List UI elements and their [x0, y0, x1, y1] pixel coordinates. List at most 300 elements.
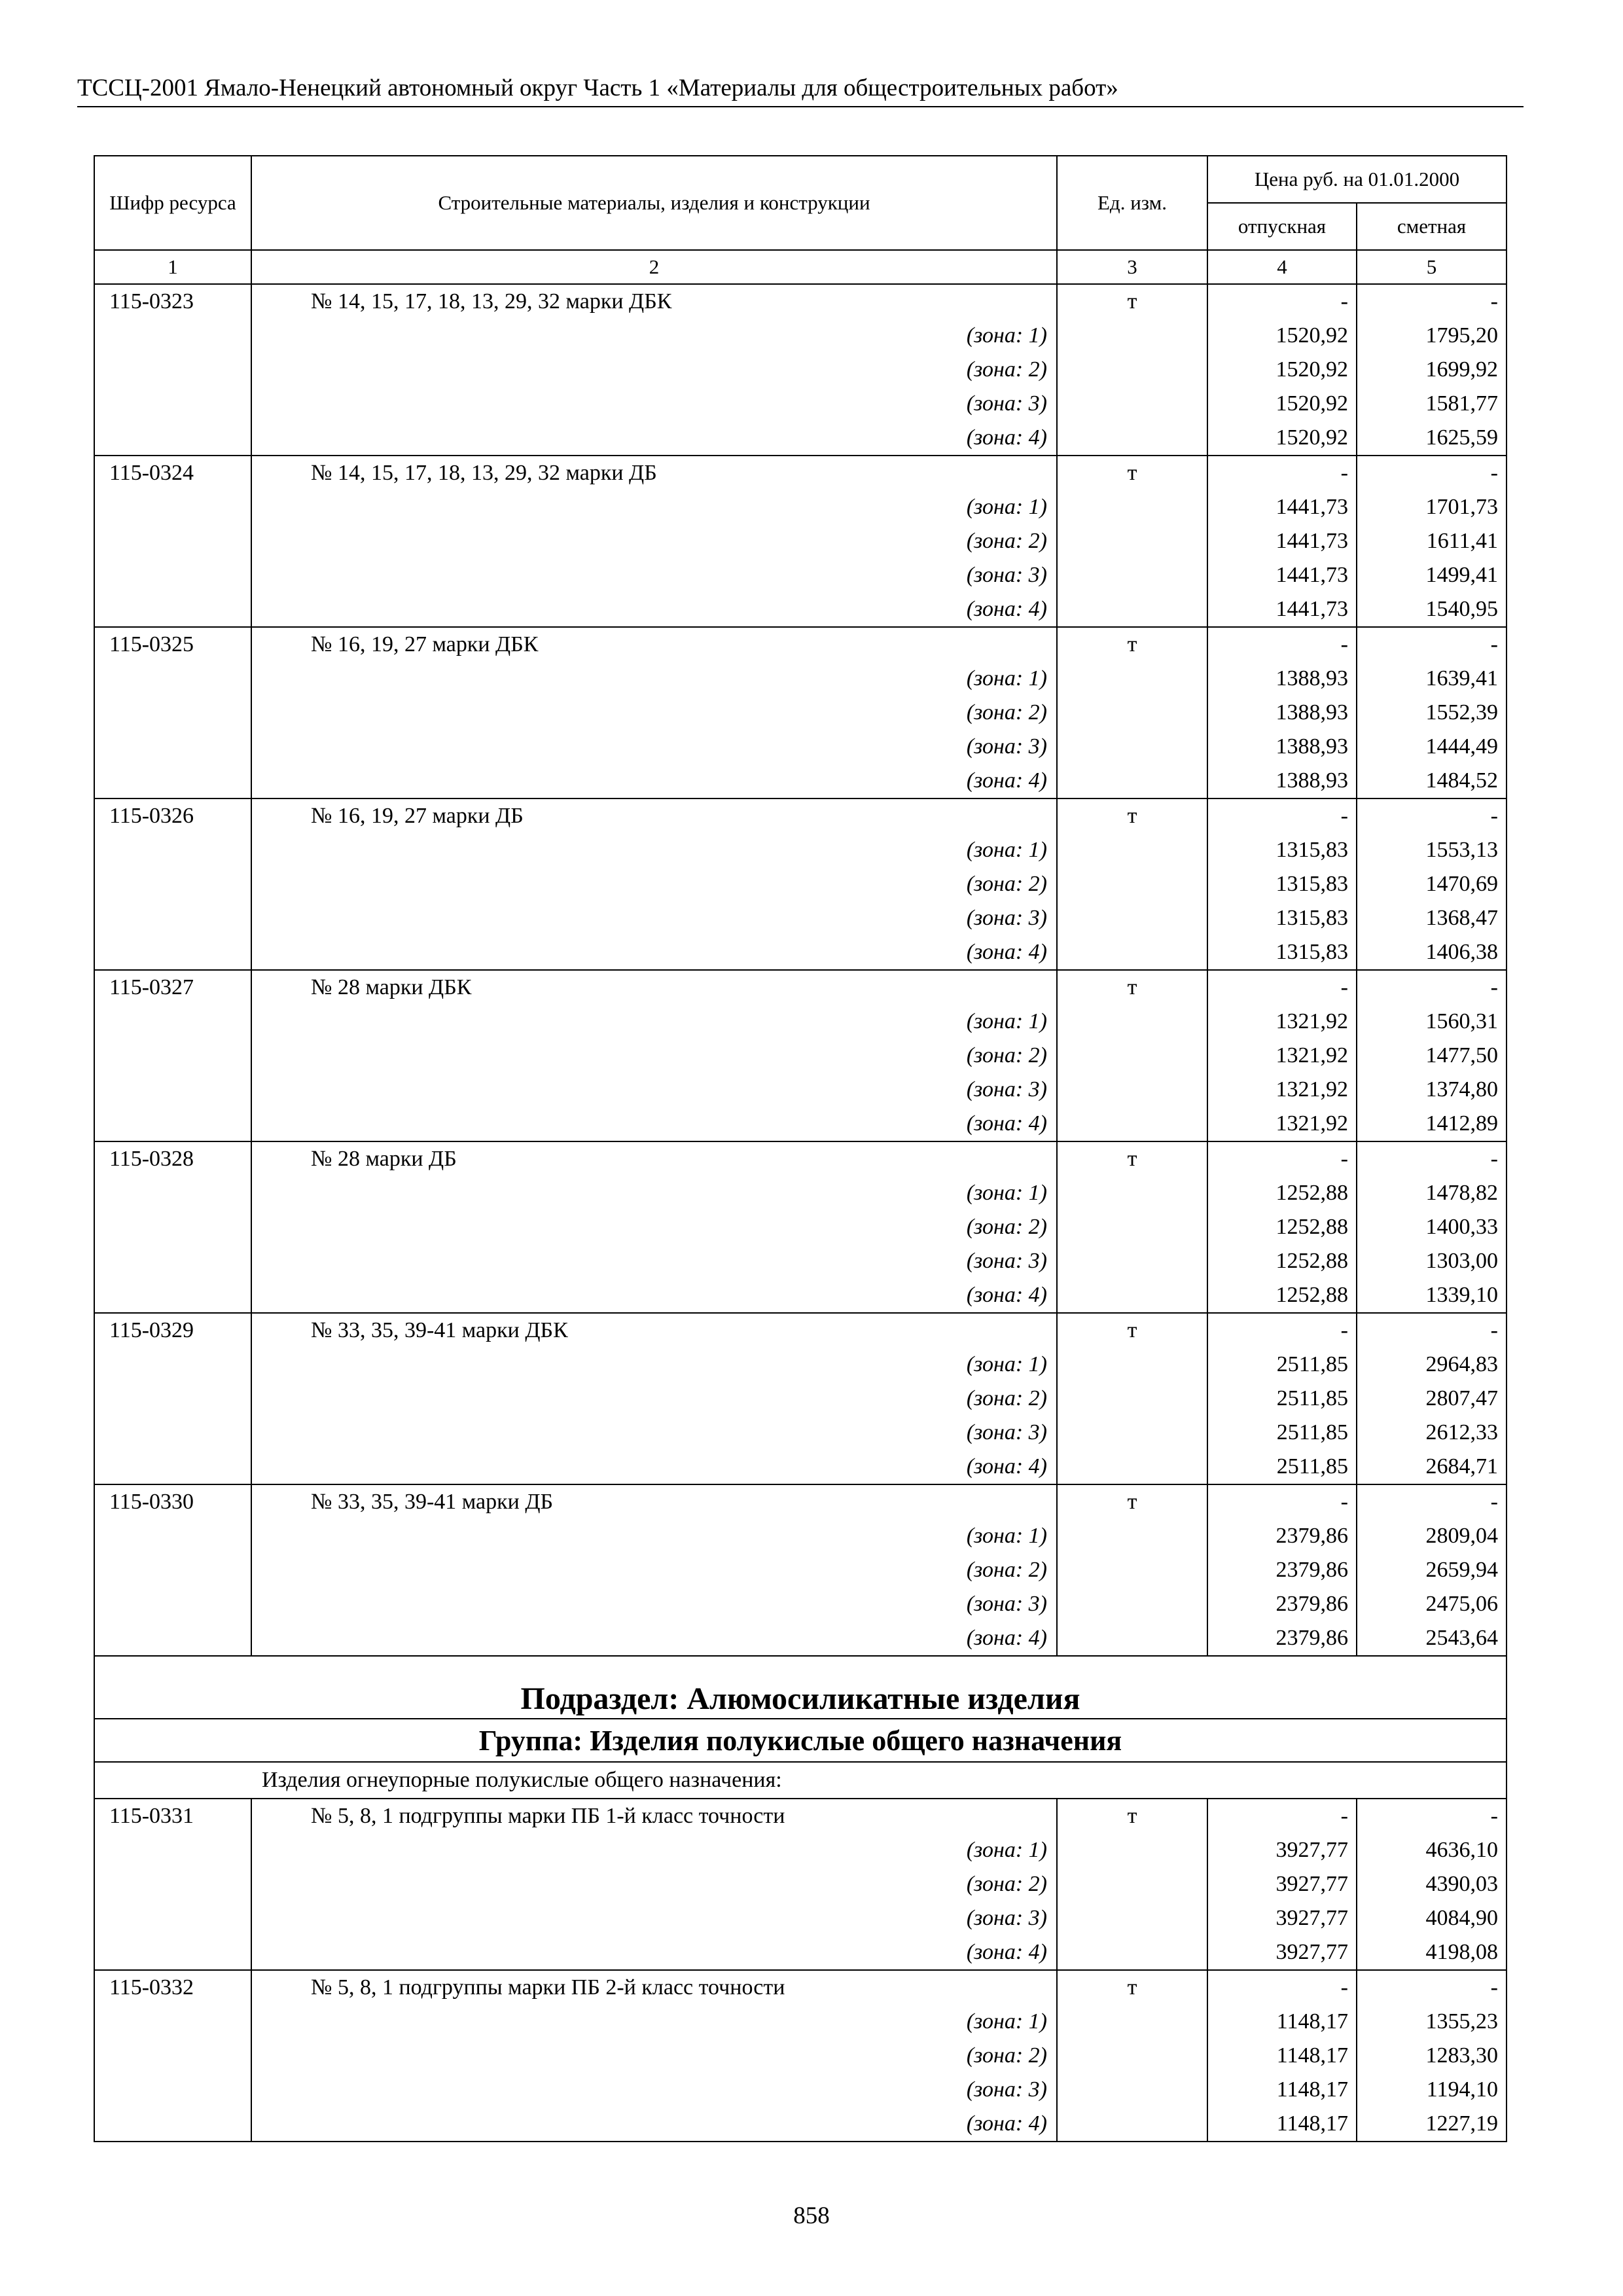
zone-row — [94, 901, 1507, 935]
zone-row — [94, 1039, 1507, 1073]
column-number: 4 — [1207, 250, 1357, 284]
zone-row — [94, 764, 1507, 798]
zone-code-cell — [94, 353, 251, 387]
zone-row — [94, 833, 1507, 867]
header-code: Шифр ресурса — [94, 156, 251, 250]
release-price-cell: - — [1207, 1970, 1357, 2005]
unit-cell: т — [1057, 1313, 1207, 1348]
estimate-price: 1412,89 — [1357, 1107, 1507, 1141]
header-unit: Ед. изм. — [1057, 156, 1207, 250]
column-number: 2 — [251, 250, 1057, 284]
resource-code: 115-0331 — [94, 1799, 251, 1833]
release-price: 1148,17 — [1207, 2005, 1357, 2039]
zone-unit-cell — [1057, 387, 1207, 421]
release-price: 1520,92 — [1207, 353, 1357, 387]
estimate-price-cell: - — [1357, 1799, 1507, 1833]
estimate-price: 1470,69 — [1357, 867, 1507, 901]
group-row — [94, 1719, 1507, 1762]
column-number: 5 — [1357, 250, 1507, 284]
zone-unit-cell — [1057, 2107, 1207, 2142]
zone-label: (зона: 1) — [251, 1519, 1057, 1553]
document-header-title: ТССЦ-2001 Ямало-Ненецкий автономный округ Часть 1 «Материалы для общестроительных работ» — [77, 75, 1118, 101]
estimate-price: 1499,41 — [1357, 558, 1507, 592]
zone-code-cell — [94, 1073, 251, 1107]
estimate-price: 1477,50 — [1357, 1039, 1507, 1073]
estimate-price-cell: - — [1357, 798, 1507, 833]
zone-unit-cell — [1057, 319, 1207, 353]
zone-row — [94, 1901, 1507, 1935]
price-table — [94, 155, 1507, 2142]
zone-unit-cell — [1057, 1621, 1207, 1656]
zone-label: (зона: 1) — [251, 319, 1057, 353]
zone-row — [94, 2073, 1507, 2107]
zone-row — [94, 1107, 1507, 1141]
zone-row — [94, 1867, 1507, 1901]
zone-unit-cell — [1057, 833, 1207, 867]
zone-row — [94, 558, 1507, 592]
zone-row — [94, 1348, 1507, 1382]
zone-label: (зона: 3) — [251, 2073, 1057, 2107]
zone-unit-cell — [1057, 1450, 1207, 1484]
resource-code: 115-0327 — [94, 970, 251, 1005]
zone-row — [94, 1073, 1507, 1107]
zone-code-cell — [94, 867, 251, 901]
zone-label: (зона: 3) — [251, 387, 1057, 421]
release-price: 1520,92 — [1207, 319, 1357, 353]
zone-code-cell — [94, 2005, 251, 2039]
zone-unit-cell — [1057, 1867, 1207, 1901]
release-price: 1321,92 — [1207, 1107, 1357, 1141]
zone-code-cell — [94, 935, 251, 970]
zone-code-cell — [94, 1278, 251, 1313]
material-name: № 14, 15, 17, 18, 13, 29, 32 марки ДБ — [251, 456, 1057, 490]
zone-code-cell — [94, 833, 251, 867]
unit-cell: т — [1057, 627, 1207, 662]
zone-unit-cell — [1057, 1210, 1207, 1244]
zone-label: (зона: 3) — [251, 901, 1057, 935]
release-price: 1148,17 — [1207, 2039, 1357, 2073]
page-number: 858 — [793, 2202, 830, 2229]
estimate-price: 2475,06 — [1357, 1587, 1507, 1621]
release-price: 3927,77 — [1207, 1935, 1357, 1970]
estimate-price: 2612,33 — [1357, 1416, 1507, 1450]
estimate-price: 1478,82 — [1357, 1176, 1507, 1210]
estimate-price-cell: - — [1357, 1484, 1507, 1519]
zone-row — [94, 524, 1507, 558]
column-number: 1 — [94, 250, 251, 284]
material-row — [94, 1970, 1507, 2005]
zone-label: (зона: 3) — [251, 1244, 1057, 1278]
zone-label: (зона: 4) — [251, 2107, 1057, 2142]
zone-row — [94, 490, 1507, 524]
zone-code-cell — [94, 1416, 251, 1450]
zone-label: (зона: 4) — [251, 764, 1057, 798]
release-price: 2379,86 — [1207, 1553, 1357, 1587]
subsection-title: Подраздел: Алюмосиликатные изделия — [94, 1656, 1507, 1719]
zone-row — [94, 662, 1507, 696]
estimate-price: 4390,03 — [1357, 1867, 1507, 1901]
estimate-price: 1699,92 — [1357, 353, 1507, 387]
estimate-price: 4636,10 — [1357, 1833, 1507, 1867]
zone-label: (зона: 1) — [251, 1005, 1057, 1039]
zone-code-cell — [94, 901, 251, 935]
zone-row — [94, 1587, 1507, 1621]
material-name: № 14, 15, 17, 18, 13, 29, 32 марки ДБК — [251, 284, 1057, 319]
zone-row — [94, 1176, 1507, 1210]
estimate-price: 1560,31 — [1357, 1005, 1507, 1039]
zone-row — [94, 1244, 1507, 1278]
resource-code: 115-0324 — [94, 456, 251, 490]
material-row — [94, 284, 1507, 319]
zone-unit-cell — [1057, 490, 1207, 524]
release-price: 1441,73 — [1207, 524, 1357, 558]
zone-label: (зона: 2) — [251, 524, 1057, 558]
estimate-price: 1625,59 — [1357, 421, 1507, 456]
release-price: 1388,93 — [1207, 662, 1357, 696]
zone-label: (зона: 4) — [251, 1450, 1057, 1484]
zone-unit-cell — [1057, 935, 1207, 970]
release-price: 1315,83 — [1207, 935, 1357, 970]
group-description: Изделия огнеупорные полукислые общего назначения: — [251, 1762, 1507, 1799]
zone-row — [94, 935, 1507, 970]
zone-code-cell — [94, 764, 251, 798]
estimate-price: 1406,38 — [1357, 935, 1507, 970]
estimate-price: 1611,41 — [1357, 524, 1507, 558]
zone-unit-cell — [1057, 662, 1207, 696]
zone-label: (зона: 3) — [251, 558, 1057, 592]
resource-code: 115-0325 — [94, 627, 251, 662]
zone-label: (зона: 4) — [251, 1935, 1057, 1970]
zone-code-cell — [94, 2107, 251, 2142]
zone-code-cell — [94, 1107, 251, 1141]
zone-row — [94, 1519, 1507, 1553]
zone-code-cell — [94, 1553, 251, 1587]
zone-unit-cell — [1057, 1416, 1207, 1450]
release-price-cell: - — [1207, 1799, 1357, 1833]
release-price: 3927,77 — [1207, 1867, 1357, 1901]
zone-code-cell — [94, 2073, 251, 2107]
zone-unit-cell — [1057, 558, 1207, 592]
material-row — [94, 1799, 1507, 1833]
release-price: 1321,92 — [1207, 1073, 1357, 1107]
zone-code-cell — [94, 696, 251, 730]
table-header-row — [94, 156, 1507, 203]
release-price: 1148,17 — [1207, 2073, 1357, 2107]
zone-label: (зона: 2) — [251, 1867, 1057, 1901]
subsection-row — [94, 1656, 1507, 1719]
zone-row — [94, 1450, 1507, 1484]
zone-unit-cell — [1057, 1073, 1207, 1107]
zone-code-cell — [94, 524, 251, 558]
estimate-price-cell: - — [1357, 970, 1507, 1005]
resource-code: 115-0328 — [94, 1141, 251, 1176]
release-price: 1321,92 — [1207, 1005, 1357, 1039]
estimate-price-cell: - — [1357, 627, 1507, 662]
material-row — [94, 627, 1507, 662]
zone-unit-cell — [1057, 1587, 1207, 1621]
estimate-price: 2807,47 — [1357, 1382, 1507, 1416]
zone-label: (зона: 2) — [251, 1382, 1057, 1416]
estimate-price: 2659,94 — [1357, 1553, 1507, 1587]
zone-label: (зона: 3) — [251, 1416, 1057, 1450]
zone-row — [94, 1621, 1507, 1656]
estimate-price: 1227,19 — [1357, 2107, 1507, 2142]
zone-row — [94, 1382, 1507, 1416]
estimate-price: 1701,73 — [1357, 490, 1507, 524]
zone-unit-cell — [1057, 1901, 1207, 1935]
zone-label: (зона: 1) — [251, 490, 1057, 524]
release-price: 1388,93 — [1207, 696, 1357, 730]
material-name: № 16, 19, 27 марки ДБК — [251, 627, 1057, 662]
release-price: 1388,93 — [1207, 764, 1357, 798]
zone-row — [94, 1935, 1507, 1970]
zone-unit-cell — [1057, 1519, 1207, 1553]
zone-row — [94, 730, 1507, 764]
zone-unit-cell — [1057, 1935, 1207, 1970]
zone-unit-cell — [1057, 353, 1207, 387]
zone-label: (зона: 4) — [251, 935, 1057, 970]
column-number-row — [94, 250, 1507, 284]
zone-unit-cell — [1057, 1039, 1207, 1073]
column-number: 3 — [1057, 250, 1207, 284]
group-description-row — [94, 1762, 1507, 1799]
zone-row — [94, 2107, 1507, 2142]
release-price: 2511,85 — [1207, 1348, 1357, 1382]
release-price-cell: - — [1207, 284, 1357, 319]
zone-row — [94, 696, 1507, 730]
release-price: 1441,73 — [1207, 490, 1357, 524]
estimate-price: 4084,90 — [1357, 1901, 1507, 1935]
zone-row — [94, 387, 1507, 421]
resource-code: 115-0332 — [94, 1970, 251, 2005]
zone-code-cell — [94, 490, 251, 524]
zone-label: (зона: 1) — [251, 833, 1057, 867]
zone-unit-cell — [1057, 1107, 1207, 1141]
zone-unit-cell — [1057, 1348, 1207, 1382]
release-price-cell: - — [1207, 1484, 1357, 1519]
material-name: № 33, 35, 39-41 марки ДБК — [251, 1313, 1057, 1348]
unit-cell: т — [1057, 1141, 1207, 1176]
unit-cell: т — [1057, 456, 1207, 490]
material-row — [94, 798, 1507, 833]
zone-label: (зона: 4) — [251, 1621, 1057, 1656]
zone-label: (зона: 2) — [251, 696, 1057, 730]
zone-row — [94, 353, 1507, 387]
zone-code-cell — [94, 1621, 251, 1656]
release-price-cell: - — [1207, 456, 1357, 490]
release-price: 1441,73 — [1207, 558, 1357, 592]
release-price: 1315,83 — [1207, 867, 1357, 901]
zone-code-cell — [94, 1244, 251, 1278]
release-price: 3927,77 — [1207, 1833, 1357, 1867]
estimate-price: 2684,71 — [1357, 1450, 1507, 1484]
resource-code: 115-0330 — [94, 1484, 251, 1519]
release-price-cell: - — [1207, 798, 1357, 833]
zone-label: (зона: 1) — [251, 1348, 1057, 1382]
zone-unit-cell — [1057, 901, 1207, 935]
zone-code-cell — [94, 1210, 251, 1244]
resource-code: 115-0329 — [94, 1313, 251, 1348]
zone-row — [94, 1005, 1507, 1039]
release-price: 2379,86 — [1207, 1621, 1357, 1656]
zone-row — [94, 2039, 1507, 2073]
zone-unit-cell — [1057, 592, 1207, 627]
estimate-price: 1303,00 — [1357, 1244, 1507, 1278]
zone-unit-cell — [1057, 1244, 1207, 1278]
unit-cell: т — [1057, 1799, 1207, 1833]
zone-unit-cell — [1057, 696, 1207, 730]
zone-unit-cell — [1057, 1382, 1207, 1416]
zone-unit-cell — [1057, 1278, 1207, 1313]
release-price: 1321,92 — [1207, 1039, 1357, 1073]
estimate-price: 2809,04 — [1357, 1519, 1507, 1553]
release-price-cell: - — [1207, 1141, 1357, 1176]
zone-code-cell — [94, 662, 251, 696]
zone-code-cell — [94, 1450, 251, 1484]
zone-code-cell — [94, 730, 251, 764]
release-price: 3927,77 — [1207, 1901, 1357, 1935]
zone-row — [94, 1833, 1507, 1867]
estimate-price: 1540,95 — [1357, 592, 1507, 627]
unit-cell: т — [1057, 798, 1207, 833]
estimate-price: 1444,49 — [1357, 730, 1507, 764]
release-price: 2511,85 — [1207, 1450, 1357, 1484]
zone-code-cell — [94, 1348, 251, 1382]
material-name: № 28 марки ДБК — [251, 970, 1057, 1005]
resource-code: 115-0323 — [94, 284, 251, 319]
estimate-price: 1374,80 — [1357, 1073, 1507, 1107]
material-row — [94, 1484, 1507, 1519]
release-price: 1252,88 — [1207, 1210, 1357, 1244]
material-row — [94, 970, 1507, 1005]
material-row — [94, 1313, 1507, 1348]
estimate-price: 1795,20 — [1357, 319, 1507, 353]
zone-code-cell — [94, 1176, 251, 1210]
zone-unit-cell — [1057, 764, 1207, 798]
zone-code-cell — [94, 558, 251, 592]
release-price: 1252,88 — [1207, 1278, 1357, 1313]
estimate-price-cell: - — [1357, 1313, 1507, 1348]
zone-code-cell — [94, 1039, 251, 1073]
estimate-price: 4198,08 — [1357, 1935, 1507, 1970]
zone-row — [94, 319, 1507, 353]
zone-row — [94, 1278, 1507, 1313]
zone-row — [94, 1553, 1507, 1587]
zone-label: (зона: 3) — [251, 1587, 1057, 1621]
zone-label: (зона: 1) — [251, 1176, 1057, 1210]
material-name: № 28 марки ДБ — [251, 1141, 1057, 1176]
estimate-price: 1581,77 — [1357, 387, 1507, 421]
material-name: № 5, 8, 1 подгруппы марки ПБ 2-й класс точности — [251, 1970, 1057, 2005]
material-name: № 5, 8, 1 подгруппы марки ПБ 1-й класс точности — [251, 1799, 1057, 1833]
group-title: Группа: Изделия полукислые общего назначения — [94, 1719, 1507, 1762]
zone-unit-cell — [1057, 867, 1207, 901]
release-price: 2511,85 — [1207, 1382, 1357, 1416]
estimate-price-cell: - — [1357, 1141, 1507, 1176]
zone-label: (зона: 3) — [251, 1073, 1057, 1107]
unit-cell: т — [1057, 1484, 1207, 1519]
release-price: 1252,88 — [1207, 1244, 1357, 1278]
release-price: 1252,88 — [1207, 1176, 1357, 1210]
estimate-price: 1368,47 — [1357, 901, 1507, 935]
estimate-price: 1339,10 — [1357, 1278, 1507, 1313]
release-price: 2379,86 — [1207, 1587, 1357, 1621]
estimate-price: 1400,33 — [1357, 1210, 1507, 1244]
estimate-price: 1484,52 — [1357, 764, 1507, 798]
zone-label: (зона: 1) — [251, 2005, 1057, 2039]
zone-unit-cell — [1057, 1005, 1207, 1039]
zone-row — [94, 421, 1507, 456]
material-name: № 33, 35, 39-41 марки ДБ — [251, 1484, 1057, 1519]
estimate-price: 2543,64 — [1357, 1621, 1507, 1656]
zone-code-cell — [94, 1005, 251, 1039]
zone-label: (зона: 3) — [251, 730, 1057, 764]
release-price-cell: - — [1207, 970, 1357, 1005]
zone-row — [94, 1416, 1507, 1450]
zone-unit-cell — [1057, 2073, 1207, 2107]
material-name: № 16, 19, 27 марки ДБ — [251, 798, 1057, 833]
zone-label: (зона: 4) — [251, 1278, 1057, 1313]
material-row — [94, 1141, 1507, 1176]
zone-label: (зона: 2) — [251, 867, 1057, 901]
zone-label: (зона: 2) — [251, 1210, 1057, 1244]
header-estimate-price: сметная — [1357, 203, 1507, 250]
header-name: Строительные материалы, изделия и конструкции — [251, 156, 1057, 250]
release-price: 1520,92 — [1207, 387, 1357, 421]
release-price: 1520,92 — [1207, 421, 1357, 456]
zone-label: (зона: 3) — [251, 1901, 1057, 1935]
zone-code-cell — [94, 1519, 251, 1553]
zone-code-cell — [94, 421, 251, 456]
zone-code-cell — [94, 592, 251, 627]
zone-code-cell — [94, 1901, 251, 1935]
zone-unit-cell — [1057, 1553, 1207, 1587]
estimate-price: 1283,30 — [1357, 2039, 1507, 2073]
estimate-price: 2964,83 — [1357, 1348, 1507, 1382]
zone-unit-cell — [1057, 2005, 1207, 2039]
zone-code-cell — [94, 1935, 251, 1970]
zone-code-cell — [94, 387, 251, 421]
unit-cell: т — [1057, 970, 1207, 1005]
material-row — [94, 456, 1507, 490]
estimate-price-cell: - — [1357, 284, 1507, 319]
estimate-price: 1355,23 — [1357, 2005, 1507, 2039]
zone-code-cell — [94, 1833, 251, 1867]
zone-label: (зона: 2) — [251, 1553, 1057, 1587]
zone-code-cell — [94, 1867, 251, 1901]
release-price: 2379,86 — [1207, 1519, 1357, 1553]
zone-unit-cell — [1057, 730, 1207, 764]
header-divider — [77, 106, 1524, 107]
release-price: 1315,83 — [1207, 901, 1357, 935]
release-price: 1441,73 — [1207, 592, 1357, 627]
resource-code: 115-0326 — [94, 798, 251, 833]
release-price: 1388,93 — [1207, 730, 1357, 764]
unit-cell: т — [1057, 1970, 1207, 2005]
zone-unit-cell — [1057, 524, 1207, 558]
unit-cell: т — [1057, 284, 1207, 319]
zone-unit-cell — [1057, 421, 1207, 456]
zone-label: (зона: 1) — [251, 1833, 1057, 1867]
header-price-group: Цена руб. на 01.01.2000 — [1207, 156, 1507, 203]
zone-label: (зона: 2) — [251, 353, 1057, 387]
header-release-price: отпускная — [1207, 203, 1357, 250]
zone-code-cell — [94, 2039, 251, 2073]
estimate-price: 1639,41 — [1357, 662, 1507, 696]
estimate-price-cell: - — [1357, 1970, 1507, 2005]
release-price-cell: - — [1207, 627, 1357, 662]
zone-code-cell — [94, 1587, 251, 1621]
